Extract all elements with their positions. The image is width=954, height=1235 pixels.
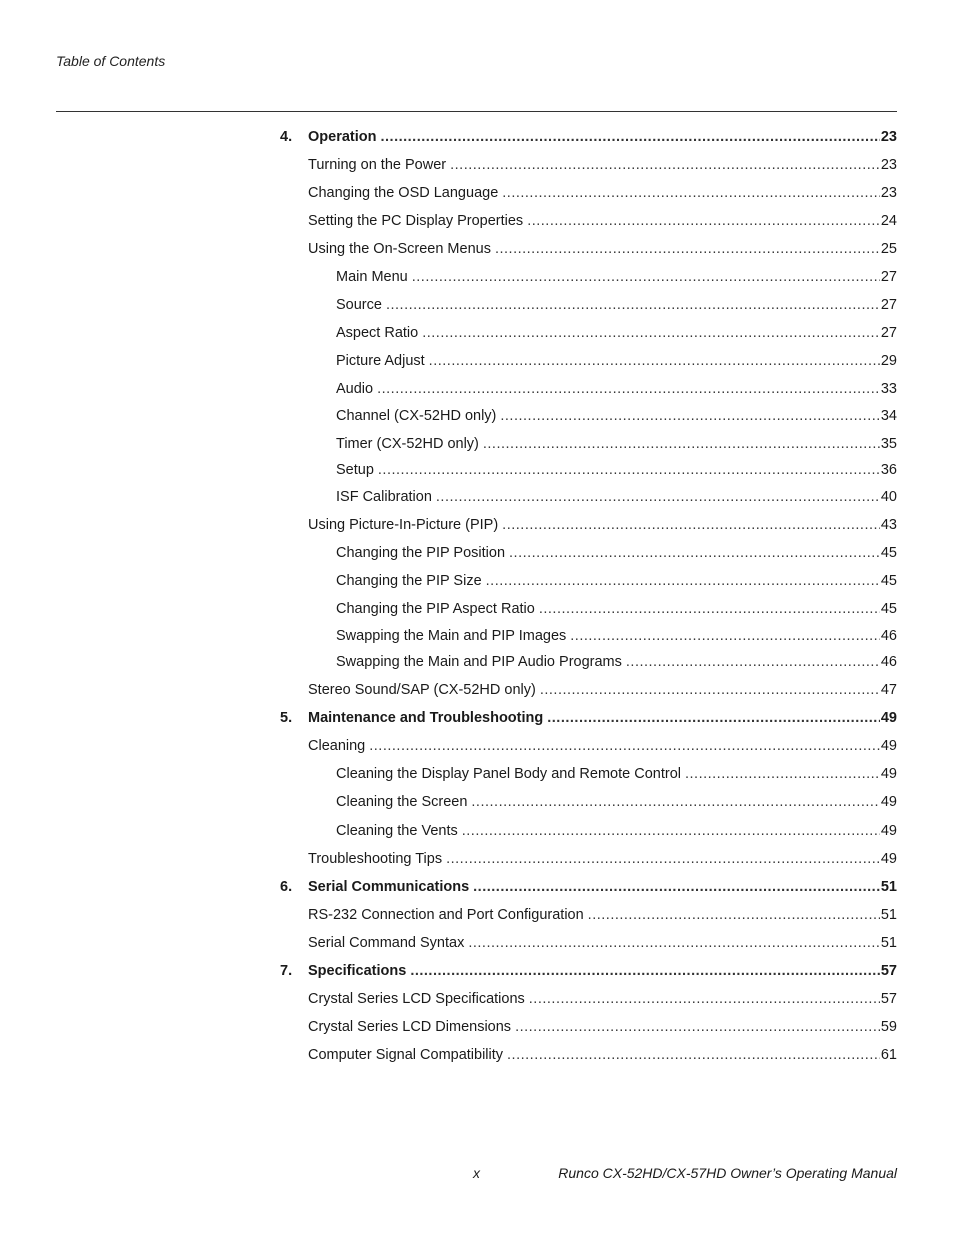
toc-chapter-entry xyxy=(280,961,897,981)
toc-entry xyxy=(280,1045,897,1065)
entry-title: Swapping the Main and PIP Audio Programs xyxy=(336,654,622,670)
dot-leader xyxy=(471,792,879,812)
toc-entry xyxy=(280,792,897,812)
toc-entry xyxy=(280,183,897,203)
toc-entry xyxy=(280,239,897,259)
entry-page-number: 29 xyxy=(880,353,897,369)
entry-page-number: 27 xyxy=(880,269,897,285)
toc-entry xyxy=(280,1017,897,1037)
dot-leader xyxy=(588,905,880,925)
entry-title: Changing the PIP Position xyxy=(336,545,506,561)
toc-entry xyxy=(280,295,897,315)
toc-entry xyxy=(280,680,897,700)
toc-entry xyxy=(280,323,897,343)
toc-entry xyxy=(280,515,897,535)
running-header: Table of Contents xyxy=(56,53,166,69)
dot-leader xyxy=(462,821,880,841)
dot-leader xyxy=(422,323,880,343)
toc-entry xyxy=(280,487,897,507)
dot-leader xyxy=(507,1045,880,1065)
entry-title: Troubleshooting Tips xyxy=(308,851,443,867)
entry-page-number: 47 xyxy=(880,682,897,698)
dot-leader xyxy=(539,599,880,619)
dot-leader xyxy=(540,680,880,700)
entry-page-number: 57 xyxy=(880,963,897,979)
entry-page-number: 51 xyxy=(880,879,897,895)
dot-leader xyxy=(450,155,880,175)
toc-entry xyxy=(280,736,897,756)
chapter-number: 6. xyxy=(280,879,293,895)
entry-title: Picture Adjust xyxy=(336,353,425,369)
entry-page-number: 46 xyxy=(880,628,897,644)
dot-leader xyxy=(500,406,879,426)
entry-page-number: 59 xyxy=(880,1019,897,1035)
entry-page-number: 51 xyxy=(880,935,897,951)
toc-entry xyxy=(280,571,897,591)
entry-page-number: 49 xyxy=(880,710,897,726)
toc-entry xyxy=(280,267,897,287)
toc-entry xyxy=(280,543,897,563)
entry-title: Crystal Series LCD Specifications xyxy=(308,991,525,1007)
dot-leader xyxy=(685,764,880,784)
toc-entry xyxy=(280,155,897,175)
dot-leader xyxy=(412,267,880,287)
entry-title: RS-232 Connection and Port Configuration xyxy=(308,907,584,923)
entry-title: Cleaning the Screen xyxy=(336,794,468,810)
dot-leader xyxy=(527,211,880,231)
toc-entry xyxy=(280,599,897,619)
dot-leader xyxy=(446,849,880,869)
toc-entry xyxy=(280,652,897,672)
dot-leader xyxy=(529,989,880,1009)
entry-title: Channel (CX-52HD only) xyxy=(336,408,497,424)
entry-page-number: 23 xyxy=(880,185,897,201)
footer-manual-title: Runco CX-52HD/CX-57HD Owner’s Operating Manual xyxy=(558,1165,897,1181)
entry-page-number: 57 xyxy=(880,991,897,1007)
table-of-contents xyxy=(280,0,897,1100)
entry-title: Operation xyxy=(308,129,377,145)
dot-leader xyxy=(483,434,880,454)
entry-title: Stereo Sound/SAP (CX-52HD only) xyxy=(308,682,536,698)
toc-entry xyxy=(280,849,897,869)
entry-page-number: 23 xyxy=(880,129,897,145)
entry-page-number: 49 xyxy=(880,738,897,754)
entry-title: Crystal Series LCD Dimensions xyxy=(308,1019,512,1035)
entry-page-number: 23 xyxy=(880,157,897,173)
entry-page-number: 61 xyxy=(880,1047,897,1063)
dot-leader xyxy=(509,543,880,563)
entry-title: Turning on the Power xyxy=(308,157,447,173)
toc-entry xyxy=(280,989,897,1009)
toc-entry xyxy=(280,406,897,426)
dot-leader xyxy=(486,571,880,591)
entry-page-number: 51 xyxy=(880,907,897,923)
entry-title: Main Menu xyxy=(336,269,408,285)
entry-page-number: 45 xyxy=(880,601,897,617)
entry-title: Source xyxy=(336,297,382,313)
dot-leader xyxy=(378,460,880,480)
toc-entry xyxy=(280,379,897,399)
dot-leader xyxy=(570,626,880,646)
toc-entry xyxy=(280,821,897,841)
dot-leader xyxy=(502,515,880,535)
dot-leader xyxy=(410,961,880,981)
entry-title: Cleaning the Vents xyxy=(336,823,458,839)
entry-title: Serial Command Syntax xyxy=(308,935,465,951)
toc-entry xyxy=(280,933,897,953)
entry-title: Changing the PIP Aspect Ratio xyxy=(336,601,535,617)
toc-entry xyxy=(280,764,897,784)
chapter-number: 5. xyxy=(280,710,293,726)
toc-entry xyxy=(280,905,897,925)
chapter-number: 7. xyxy=(280,963,293,979)
dot-leader xyxy=(377,379,880,399)
toc-entry xyxy=(280,211,897,231)
dot-leader xyxy=(468,933,880,953)
entry-page-number: 49 xyxy=(880,766,897,782)
entry-page-number: 27 xyxy=(880,325,897,341)
dot-leader xyxy=(436,487,880,507)
footer-page-number: x xyxy=(473,1165,480,1181)
entry-title: Specifications xyxy=(308,963,407,979)
entry-title: Setting the PC Display Properties xyxy=(308,213,524,229)
dot-leader xyxy=(369,736,880,756)
entry-page-number: 36 xyxy=(880,462,897,478)
entry-page-number: 33 xyxy=(880,381,897,397)
entry-title: Audio xyxy=(336,381,374,397)
entry-title: Serial Communications xyxy=(308,879,470,895)
dot-leader xyxy=(626,652,880,672)
toc-entry xyxy=(280,460,897,480)
dot-leader xyxy=(380,127,879,147)
entry-page-number: 46 xyxy=(880,654,897,670)
entry-title: Changing the OSD Language xyxy=(308,185,499,201)
dot-leader xyxy=(495,239,880,259)
entry-page-number: 45 xyxy=(880,545,897,561)
entry-title: Using the On-Screen Menus xyxy=(308,241,491,257)
entry-page-number: 27 xyxy=(880,297,897,313)
entry-page-number: 45 xyxy=(880,573,897,589)
entry-title: Aspect Ratio xyxy=(336,325,419,341)
entry-page-number: 40 xyxy=(880,489,897,505)
toc-chapter-entry xyxy=(280,708,897,728)
entry-page-number: 43 xyxy=(880,517,897,533)
toc-entry xyxy=(280,351,897,371)
toc-chapter-entry xyxy=(280,877,897,897)
entry-page-number: 49 xyxy=(880,823,897,839)
dot-leader xyxy=(473,877,880,897)
dot-leader xyxy=(429,351,880,371)
toc-chapter-entry xyxy=(280,127,897,147)
entry-page-number: 24 xyxy=(880,213,897,229)
entry-page-number: 49 xyxy=(880,851,897,867)
entry-title: Timer (CX-52HD only) xyxy=(336,436,479,452)
toc-entry xyxy=(280,626,897,646)
entry-title: Setup xyxy=(336,462,374,478)
entry-title: ISF Calibration xyxy=(336,489,432,505)
toc-entry xyxy=(280,434,897,454)
entry-page-number: 35 xyxy=(880,436,897,452)
dot-leader xyxy=(515,1017,880,1037)
entry-title: Using Picture-In-Picture (PIP) xyxy=(308,517,499,533)
entry-title: Changing the PIP Size xyxy=(336,573,482,589)
entry-page-number: 34 xyxy=(880,408,897,424)
dot-leader xyxy=(386,295,880,315)
dot-leader xyxy=(547,708,880,728)
entry-title: Computer Signal Compatibility xyxy=(308,1047,504,1063)
entry-title: Maintenance and Troubleshooting xyxy=(308,710,544,726)
chapter-number: 4. xyxy=(280,129,293,145)
entry-page-number: 49 xyxy=(880,794,897,810)
entry-title: Cleaning the Display Panel Body and Remote Control xyxy=(336,766,681,782)
dot-leader xyxy=(502,183,880,203)
entry-page-number: 25 xyxy=(880,241,897,257)
entry-title: Cleaning xyxy=(308,738,366,754)
entry-title: Swapping the Main and PIP Images xyxy=(336,628,567,644)
